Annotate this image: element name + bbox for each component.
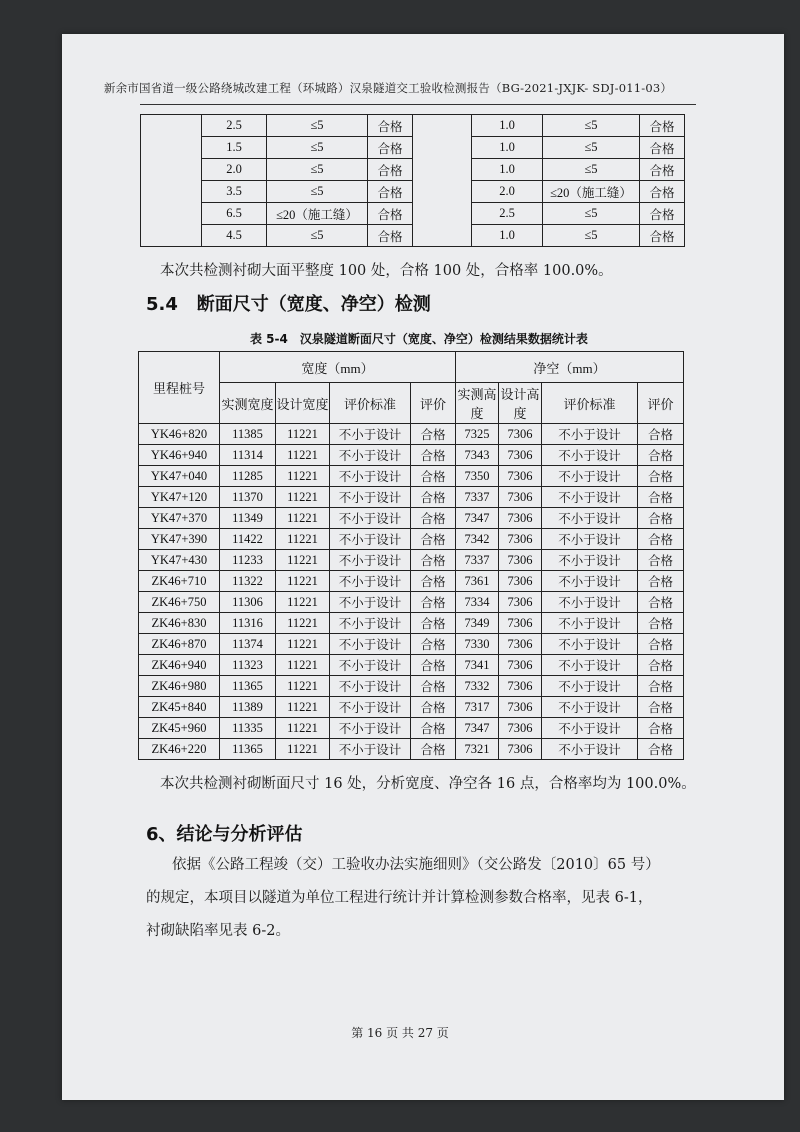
clearance-measured-header: 实测高度 xyxy=(456,383,499,424)
station-cell: YK46+940 xyxy=(139,445,220,466)
width-measured-cell: 11306 xyxy=(220,592,276,613)
table-row xyxy=(139,613,684,634)
clearance-eval-cell: 合格 xyxy=(638,487,684,508)
clearance-group-header: 净空（mm） xyxy=(456,352,684,383)
right-value-cell: 2.5 xyxy=(472,203,543,225)
clearance-design-cell: 7306 xyxy=(499,445,542,466)
right-result-cell: 合格 xyxy=(640,225,685,247)
clearance-measured-cell: 7343 xyxy=(456,445,499,466)
clearance-standard-cell: 不小于设计 xyxy=(542,655,638,676)
table-row xyxy=(139,487,684,508)
width-measured-cell: 11374 xyxy=(220,634,276,655)
clearance-measured-cell: 7332 xyxy=(456,676,499,697)
clearance-measured-cell: 7337 xyxy=(456,487,499,508)
width-eval-header: 评价 xyxy=(411,383,456,424)
clearance-measured-cell: 7341 xyxy=(456,655,499,676)
width-design-cell: 11221 xyxy=(276,508,330,529)
width-measured-cell: 11323 xyxy=(220,655,276,676)
clearance-standard-cell: 不小于设计 xyxy=(542,550,638,571)
clearance-design-cell: 7306 xyxy=(499,676,542,697)
left-standard-cell: ≤20（施工缝） xyxy=(267,203,368,225)
clearance-measured-cell: 7342 xyxy=(456,529,499,550)
clearance-standard-cell: 不小于设计 xyxy=(542,529,638,550)
station-cell: ZK46+940 xyxy=(139,655,220,676)
clearance-eval-cell: 合格 xyxy=(638,529,684,550)
width-standard-cell: 不小于设计 xyxy=(330,676,411,697)
right-result-cell: 合格 xyxy=(640,115,685,137)
clearance-design-cell: 7306 xyxy=(499,487,542,508)
width-standard-cell: 不小于设计 xyxy=(330,508,411,529)
blank-cell xyxy=(141,115,202,247)
width-eval-cell: 合格 xyxy=(411,613,456,634)
header-divider xyxy=(140,104,696,105)
left-result-cell: 合格 xyxy=(368,203,413,225)
left-result-cell: 合格 xyxy=(368,137,413,159)
width-design-cell: 11221 xyxy=(276,529,330,550)
width-standard-header: 评价标准 xyxy=(330,383,411,424)
clearance-design-cell: 7306 xyxy=(499,592,542,613)
section-title: 断面尺寸（宽度、净空）检测 xyxy=(196,294,431,315)
station-cell: ZK46+870 xyxy=(139,634,220,655)
blank-cell xyxy=(413,115,472,247)
left-standard-cell: ≤5 xyxy=(267,159,368,181)
conclusion-para-line-1: 依据《公路工程竣（交）工验收办法实施细则》（交公路发〔2010〕65 号） xyxy=(172,857,660,873)
table-row xyxy=(139,739,684,760)
station-cell: ZK45+960 xyxy=(139,718,220,739)
clearance-standard-cell: 不小于设计 xyxy=(542,508,638,529)
clearance-standard-cell: 不小于设计 xyxy=(542,613,638,634)
station-header: 里程桩号 xyxy=(139,352,220,424)
width-eval-cell: 合格 xyxy=(411,487,456,508)
table-row xyxy=(139,445,684,466)
clearance-eval-cell: 合格 xyxy=(638,445,684,466)
clearance-measured-cell: 7361 xyxy=(456,571,499,592)
right-standard-cell: ≤5 xyxy=(543,203,640,225)
clearance-standard-cell: 不小于设计 xyxy=(542,697,638,718)
right-standard-cell: ≤5 xyxy=(543,115,640,137)
report-header: 新余市国省道一级公路绕城改建工程（环城路）汉泉隧道交工验收检测报告（BG-2021-JXJK- SDJ-011-03） xyxy=(103,81,673,95)
width-design-cell: 11221 xyxy=(276,571,330,592)
left-result-cell: 合格 xyxy=(368,115,413,137)
width-measured-cell: 11422 xyxy=(220,529,276,550)
width-standard-cell: 不小于设计 xyxy=(330,466,411,487)
clearance-standard-cell: 不小于设计 xyxy=(542,592,638,613)
station-cell: ZK46+710 xyxy=(139,571,220,592)
clearance-measured-cell: 7337 xyxy=(456,550,499,571)
clearance-design-cell: 7306 xyxy=(499,508,542,529)
width-measured-cell: 11385 xyxy=(220,424,276,445)
clearance-measured-cell: 7334 xyxy=(456,592,499,613)
clearance-design-header: 设计高度 xyxy=(499,383,542,424)
left-standard-cell: ≤5 xyxy=(267,137,368,159)
clearance-measured-cell: 7347 xyxy=(456,718,499,739)
clearance-standard-cell: 不小于设计 xyxy=(542,676,638,697)
table-row xyxy=(139,529,684,550)
clearance-standard-cell: 不小于设计 xyxy=(542,424,638,445)
clearance-design-cell: 7306 xyxy=(499,424,542,445)
width-group-header: 宽度（mm） xyxy=(220,352,456,383)
width-design-cell: 11221 xyxy=(276,424,330,445)
right-value-cell: 2.0 xyxy=(472,181,543,203)
width-eval-cell: 合格 xyxy=(411,508,456,529)
clearance-eval-cell: 合格 xyxy=(638,655,684,676)
cross-section-table xyxy=(138,351,684,760)
width-eval-cell: 合格 xyxy=(411,697,456,718)
clearance-eval-cell: 合格 xyxy=(638,508,684,529)
width-standard-cell: 不小于设计 xyxy=(330,424,411,445)
clearance-measured-cell: 7317 xyxy=(456,697,499,718)
clearance-design-cell: 7306 xyxy=(499,571,542,592)
right-standard-cell: ≤20（施工缝） xyxy=(543,181,640,203)
station-cell: YK47+390 xyxy=(139,529,220,550)
width-eval-cell: 合格 xyxy=(411,571,456,592)
left-value-cell: 2.0 xyxy=(202,159,267,181)
width-design-cell: 11221 xyxy=(276,655,330,676)
station-cell: YK47+370 xyxy=(139,508,220,529)
width-standard-cell: 不小于设计 xyxy=(330,550,411,571)
right-result-cell: 合格 xyxy=(640,203,685,225)
width-eval-cell: 合格 xyxy=(411,529,456,550)
width-standard-cell: 不小于设计 xyxy=(330,634,411,655)
left-standard-cell: ≤5 xyxy=(267,225,368,247)
width-eval-cell: 合格 xyxy=(411,676,456,697)
clearance-design-cell: 7306 xyxy=(499,529,542,550)
clearance-design-cell: 7306 xyxy=(499,466,542,487)
right-value-cell: 1.0 xyxy=(472,137,543,159)
right-standard-cell: ≤5 xyxy=(543,137,640,159)
width-design-cell: 11221 xyxy=(276,487,330,508)
cross-section-summary: 本次共检测衬砌断面尺寸 16 处，分析宽度、净空各 16 点，合格率均为 100.0%。 xyxy=(160,776,696,792)
conclusion-para-line-3: 衬砌缺陷率见表 6-2。 xyxy=(146,923,290,939)
clearance-standard-header: 评价标准 xyxy=(542,383,638,424)
width-design-cell: 11221 xyxy=(276,718,330,739)
clearance-design-cell: 7306 xyxy=(499,718,542,739)
left-result-cell: 合格 xyxy=(368,225,413,247)
width-measured-cell: 11370 xyxy=(220,487,276,508)
width-measured-cell: 11322 xyxy=(220,571,276,592)
clearance-eval-cell: 合格 xyxy=(638,676,684,697)
clearance-measured-cell: 7330 xyxy=(456,634,499,655)
width-measured-cell: 11316 xyxy=(220,613,276,634)
right-result-cell: 合格 xyxy=(640,181,685,203)
section-6-heading: 6、结论与分析评估 xyxy=(146,824,303,845)
table-row xyxy=(139,424,684,445)
page-number: 第 16 页 共 27 页 xyxy=(351,1026,449,1040)
clearance-eval-header: 评价 xyxy=(638,383,684,424)
left-value-cell: 6.5 xyxy=(202,203,267,225)
left-value-cell: 2.5 xyxy=(202,115,267,137)
clearance-measured-cell: 7347 xyxy=(456,508,499,529)
table-row xyxy=(139,718,684,739)
width-design-cell: 11221 xyxy=(276,739,330,760)
width-standard-cell: 不小于设计 xyxy=(330,445,411,466)
width-measured-cell: 11233 xyxy=(220,550,276,571)
table-row xyxy=(139,634,684,655)
width-standard-cell: 不小于设计 xyxy=(330,529,411,550)
left-value-cell: 4.5 xyxy=(202,225,267,247)
right-standard-cell: ≤5 xyxy=(543,225,640,247)
left-result-cell: 合格 xyxy=(368,159,413,181)
left-standard-cell: ≤5 xyxy=(267,181,368,203)
table-row xyxy=(139,676,684,697)
station-cell: ZK46+830 xyxy=(139,613,220,634)
width-measured-cell: 11335 xyxy=(220,718,276,739)
width-eval-cell: 合格 xyxy=(411,739,456,760)
clearance-standard-cell: 不小于设计 xyxy=(542,466,638,487)
clearance-design-cell: 7306 xyxy=(499,697,542,718)
clearance-eval-cell: 合格 xyxy=(638,550,684,571)
flatness-summary: 本次共检测衬砌大面平整度 100 处，合格 100 处，合格率 100.0%。 xyxy=(160,263,613,279)
width-design-cell: 11221 xyxy=(276,592,330,613)
section-5-4-heading xyxy=(146,290,431,316)
width-design-cell: 11221 xyxy=(276,613,330,634)
width-eval-cell: 合格 xyxy=(411,655,456,676)
table-row xyxy=(139,508,684,529)
width-standard-cell: 不小于设计 xyxy=(330,571,411,592)
right-value-cell: 1.0 xyxy=(472,159,543,181)
table-row xyxy=(139,466,684,487)
table-row xyxy=(139,655,684,676)
clearance-design-cell: 7306 xyxy=(499,655,542,676)
clearance-standard-cell: 不小于设计 xyxy=(542,445,638,466)
clearance-eval-cell: 合格 xyxy=(638,592,684,613)
width-standard-cell: 不小于设计 xyxy=(330,697,411,718)
clearance-standard-cell: 不小于设计 xyxy=(542,487,638,508)
width-measured-cell: 11285 xyxy=(220,466,276,487)
right-result-cell: 合格 xyxy=(640,159,685,181)
station-cell: YK47+040 xyxy=(139,466,220,487)
width-measured-cell: 11389 xyxy=(220,697,276,718)
clearance-standard-cell: 不小于设计 xyxy=(542,739,638,760)
section-number: 5.4 xyxy=(146,294,178,315)
width-measured-cell: 11365 xyxy=(220,676,276,697)
width-design-header: 设计宽度 xyxy=(276,383,330,424)
table-row xyxy=(139,571,684,592)
table-row xyxy=(139,697,684,718)
station-cell: ZK45+840 xyxy=(139,697,220,718)
width-eval-cell: 合格 xyxy=(411,634,456,655)
left-result-cell: 合格 xyxy=(368,181,413,203)
width-measured-cell: 11365 xyxy=(220,739,276,760)
flatness-row xyxy=(141,115,685,137)
clearance-eval-cell: 合格 xyxy=(638,697,684,718)
width-eval-cell: 合格 xyxy=(411,466,456,487)
clearance-measured-cell: 7321 xyxy=(456,739,499,760)
width-standard-cell: 不小于设计 xyxy=(330,613,411,634)
clearance-design-cell: 7306 xyxy=(499,550,542,571)
left-value-cell: 3.5 xyxy=(202,181,267,203)
clearance-eval-cell: 合格 xyxy=(638,718,684,739)
station-cell: YK46+820 xyxy=(139,424,220,445)
clearance-eval-cell: 合格 xyxy=(638,739,684,760)
clearance-measured-cell: 7349 xyxy=(456,613,499,634)
right-value-cell: 1.0 xyxy=(472,225,543,247)
clearance-measured-cell: 7325 xyxy=(456,424,499,445)
width-eval-cell: 合格 xyxy=(411,424,456,445)
clearance-eval-cell: 合格 xyxy=(638,613,684,634)
table-caption: 表 5-4 汉泉隧道断面尺寸（宽度、净空）检测结果数据统计表 xyxy=(250,332,588,346)
clearance-eval-cell: 合格 xyxy=(638,571,684,592)
width-design-cell: 11221 xyxy=(276,466,330,487)
station-cell: ZK46+750 xyxy=(139,592,220,613)
width-design-cell: 11221 xyxy=(276,697,330,718)
width-eval-cell: 合格 xyxy=(411,445,456,466)
width-design-cell: 11221 xyxy=(276,676,330,697)
width-design-cell: 11221 xyxy=(276,445,330,466)
width-measured-cell: 11349 xyxy=(220,508,276,529)
station-cell: ZK46+980 xyxy=(139,676,220,697)
right-result-cell: 合格 xyxy=(640,137,685,159)
width-eval-cell: 合格 xyxy=(411,550,456,571)
clearance-eval-cell: 合格 xyxy=(638,634,684,655)
clearance-design-cell: 7306 xyxy=(499,634,542,655)
width-standard-cell: 不小于设计 xyxy=(330,487,411,508)
width-measured-cell: 11314 xyxy=(220,445,276,466)
left-standard-cell: ≤5 xyxy=(267,115,368,137)
width-eval-cell: 合格 xyxy=(411,718,456,739)
width-standard-cell: 不小于设计 xyxy=(330,655,411,676)
clearance-measured-cell: 7350 xyxy=(456,466,499,487)
station-cell: YK47+120 xyxy=(139,487,220,508)
width-measured-header: 实测宽度 xyxy=(220,383,276,424)
station-cell: ZK46+220 xyxy=(139,739,220,760)
table-row xyxy=(139,550,684,571)
clearance-design-cell: 7306 xyxy=(499,739,542,760)
width-standard-cell: 不小于设计 xyxy=(330,739,411,760)
width-design-cell: 11221 xyxy=(276,634,330,655)
station-cell: YK47+430 xyxy=(139,550,220,571)
flatness-table-continued xyxy=(140,114,685,247)
right-value-cell: 1.0 xyxy=(472,115,543,137)
width-standard-cell: 不小于设计 xyxy=(330,718,411,739)
conclusion-para-line-2: 的规定，本项目以隧道为单位工程进行统计并计算检测参数合格率，见表 6-1， xyxy=(146,890,653,906)
clearance-standard-cell: 不小于设计 xyxy=(542,634,638,655)
width-standard-cell: 不小于设计 xyxy=(330,592,411,613)
clearance-design-cell: 7306 xyxy=(499,613,542,634)
clearance-eval-cell: 合格 xyxy=(638,466,684,487)
table-row xyxy=(139,592,684,613)
left-value-cell: 1.5 xyxy=(202,137,267,159)
right-standard-cell: ≤5 xyxy=(543,159,640,181)
clearance-standard-cell: 不小于设计 xyxy=(542,571,638,592)
width-eval-cell: 合格 xyxy=(411,592,456,613)
clearance-eval-cell: 合格 xyxy=(638,424,684,445)
width-design-cell: 11221 xyxy=(276,550,330,571)
clearance-standard-cell: 不小于设计 xyxy=(542,718,638,739)
